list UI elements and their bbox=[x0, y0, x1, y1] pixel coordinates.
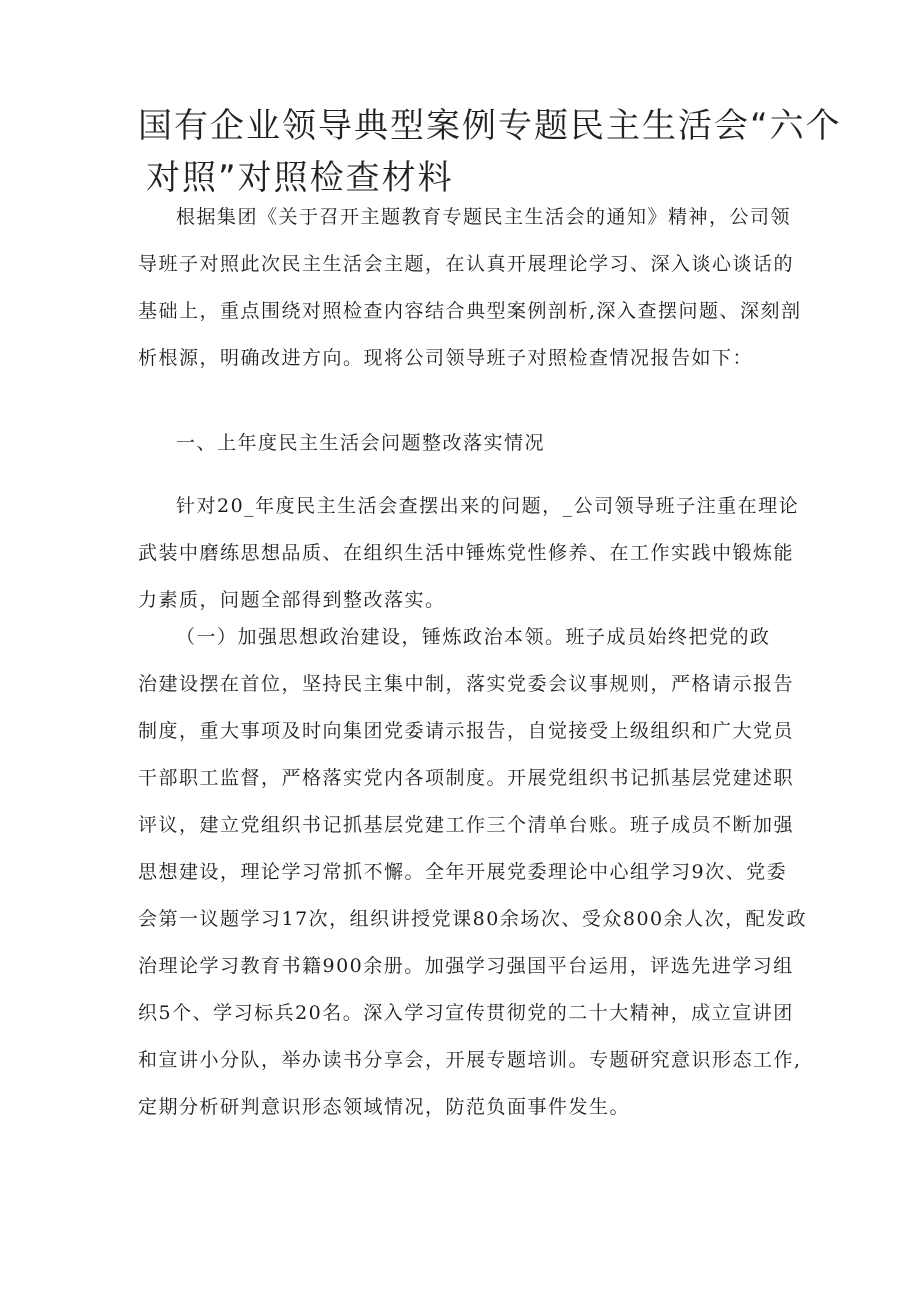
paragraph-line: 力素质，问题全部得到整改落实。 bbox=[138, 589, 446, 611]
paragraph-line: 思想建设，理论学习常抓不懈。全年开展党委理论中心组学习9次、党委 bbox=[138, 861, 788, 883]
paragraph-line: 定期分析研判意识形态领域情况，防范负面事件发生。 bbox=[138, 1096, 631, 1118]
paragraph-line: （一）加强思想政治建设，锤炼政治本领。班子成员始终把党的政 bbox=[176, 626, 771, 648]
paragraph-line: 基础上，重点围绕对照检查内容结合典型案例剖析,深入查摆问题、深刻剖 bbox=[138, 300, 802, 322]
paragraph-line: 析根源，明确改进方向。现将公司领导班子对照检查情况报告如下： bbox=[138, 347, 754, 369]
title-line: 国有企业领导典型案例专题民主生活会“六个 bbox=[138, 106, 842, 146]
document-title bbox=[138, 100, 842, 204]
paragraph-line: 干部职工监督，严格落实党内各项制度。开展党组织书记抓基层党建述职 bbox=[138, 767, 795, 789]
section-paragraph bbox=[138, 483, 800, 624]
paragraph-line: 治建设摆在首位，坚持民主集中制，落实党委会议事规则，严格请示报告 bbox=[138, 673, 795, 695]
paragraph-line: 评议，建立党组织书记抓基层党建工作三个清单台账。班子成员不断加强 bbox=[138, 814, 795, 836]
title-line: 对照”对照检查材料 bbox=[146, 158, 454, 198]
paragraph-line: 织5个、学习标兵20名。深入学习宣传贯彻党的二十大精神，成立宣讲团 bbox=[138, 1002, 794, 1024]
subsection-paragraph bbox=[138, 614, 808, 1131]
paragraph-line: 根据集团《关于召开主题教育专题民主生活会的通知》精神，公司领 bbox=[176, 206, 792, 228]
paragraph-line: 导班子对照此次民主生活会主题，在认真开展理论学习、深入谈心谈话的 bbox=[138, 253, 795, 275]
paragraph-line: 治理论学习教育书籍900余册。加强学习强国平台运用，评选先进学习组 bbox=[138, 955, 794, 977]
paragraph-line: 武装中磨练思想品质、在组织生活中锤炼党性修养、在工作实践中锻炼能 bbox=[138, 542, 795, 564]
paragraph-line: 制度，重大事项及时向集团党委请示报告，自觉接受上级组织和广大党员 bbox=[138, 720, 795, 742]
paragraph-line: 和宣讲小分队，举办读书分享会，开展专题培训。专题研究意识形态工作, bbox=[138, 1049, 802, 1071]
paragraph-line: 针对20_年度民主生活会查摆出来的问题，_公司领导班子注重在理论 bbox=[176, 495, 800, 517]
section-heading bbox=[138, 420, 790, 467]
section-heading-text: 一、上年度民主生活会问题整改落实情况 bbox=[176, 432, 546, 454]
paragraph-line: 会第一议题学习17次，组织讲授党课80余场次、受众800余人次，配发政 bbox=[138, 908, 808, 930]
intro-paragraph bbox=[138, 194, 802, 382]
